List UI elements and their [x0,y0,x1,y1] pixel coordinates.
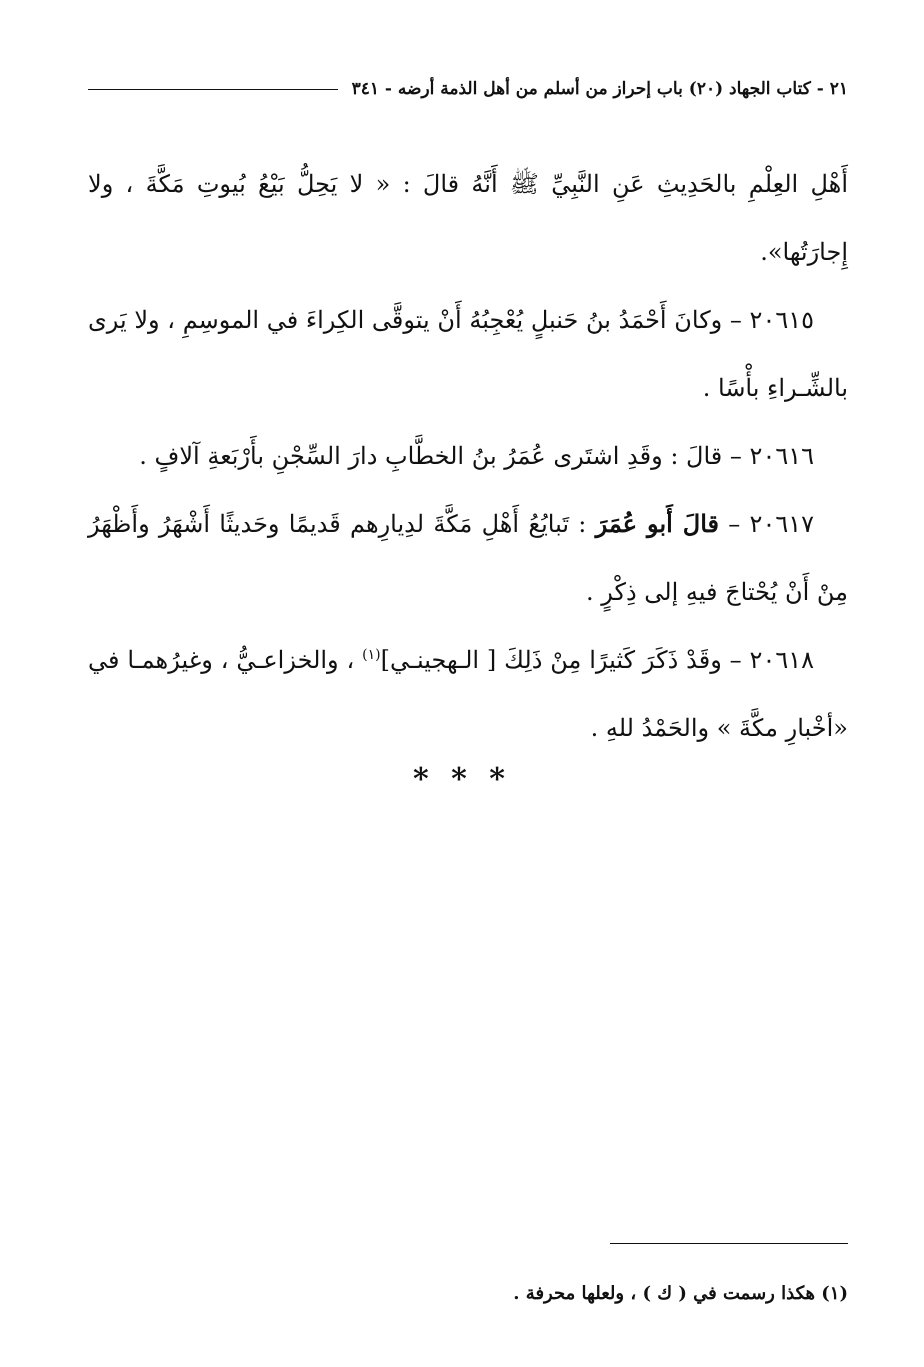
header-rule [88,89,338,90]
section-separator: * * * [413,762,511,797]
paragraph-text: – قالَ : وقَدِ اشتَرى عُمَرُ بنُ الخطَّابِ دارَ السِّجْنِ بأَرْبَعةِ آلافٍ . [139,442,742,470]
paragraph-text-before: – وقَدْ ذَكَرَ كَثيرًا مِنْ ذَلِكَ [ الـهجينـي] [380,646,742,674]
paragraph-speaker: قالَ أَبو عُمَرَ [595,509,720,538]
paragraph-number: ٢٠٦١٧ [749,510,814,538]
paragraph-20617: ٢٠٦١٧ – قالَ أَبو عُمَرَ : تَبايُعُ أَهْلِ مَكَّةَ لدِيارِهم قَديمًا وحَديثًا أَشْهَرُ وأَظْهَرُ مِنْ أَنْ يُحْتاجَ فيهِ إلى ذِكْرٍ . [88,509,848,606]
header-title: ٢١ - كتاب الجهاد (٢٠) باب إحراز من أسلم من أهل الذمة أرضه - ٣٤١ [351,79,848,99]
paragraph-text: أَهْلِ العِلْمِ بالحَدِيثِ عَنِ النَّبِيِّ ﷺ أَنَّهُ قالَ : « لا يَحِلُّ بَيْعُ بُيوتِ مَكَّةَ ، ولا إِجارَتُها». [88,170,848,266]
main-text [88,150,848,762]
paragraph-number: ٢٠٦١٦ [749,442,814,470]
paragraph-text: – وكانَ أَحْمَدُ بنُ حَنبلٍ يُعْجِبُهُ أَنْ يتوقَّى الكِراءَ في الموسِمِ ، ولا يَرى بالشِّـراءِ بأْسًا . [88,306,848,402]
paragraph-20618 [88,626,848,762]
paragraph-20615 [88,286,848,422]
paragraph-continuation [88,150,848,286]
paragraph-text-after: ، والخزاعـيُّ ، وغيرُهمـا في «أخْبارِ مكَّةَ » والحَمْدُ للهِ . [88,646,848,742]
footnote [88,1280,848,1308]
footnote-reference: (١) [362,647,381,663]
paragraph-text: : تَبايُعُ أَهْلِ مَكَّةَ لدِيارِهم قَديمًا وحَديثًا أَشْهَرُ وأَظْهَرُ مِنْ أَنْ يُحْتاجَ فيهِ إلى ذِكْرٍ . [88,510,848,606]
running-header [88,72,848,106]
footnote-rule [610,1243,848,1244]
paragraph-number: ٢٠٦١٥ [749,306,814,334]
paragraph-number: ٢٠٦١٨ [749,646,814,674]
footnote-text: (١) هكذا رسمت في ( ك ) ، ولعلها محرفة . [513,1283,848,1304]
paragraph-20616 [88,422,848,490]
